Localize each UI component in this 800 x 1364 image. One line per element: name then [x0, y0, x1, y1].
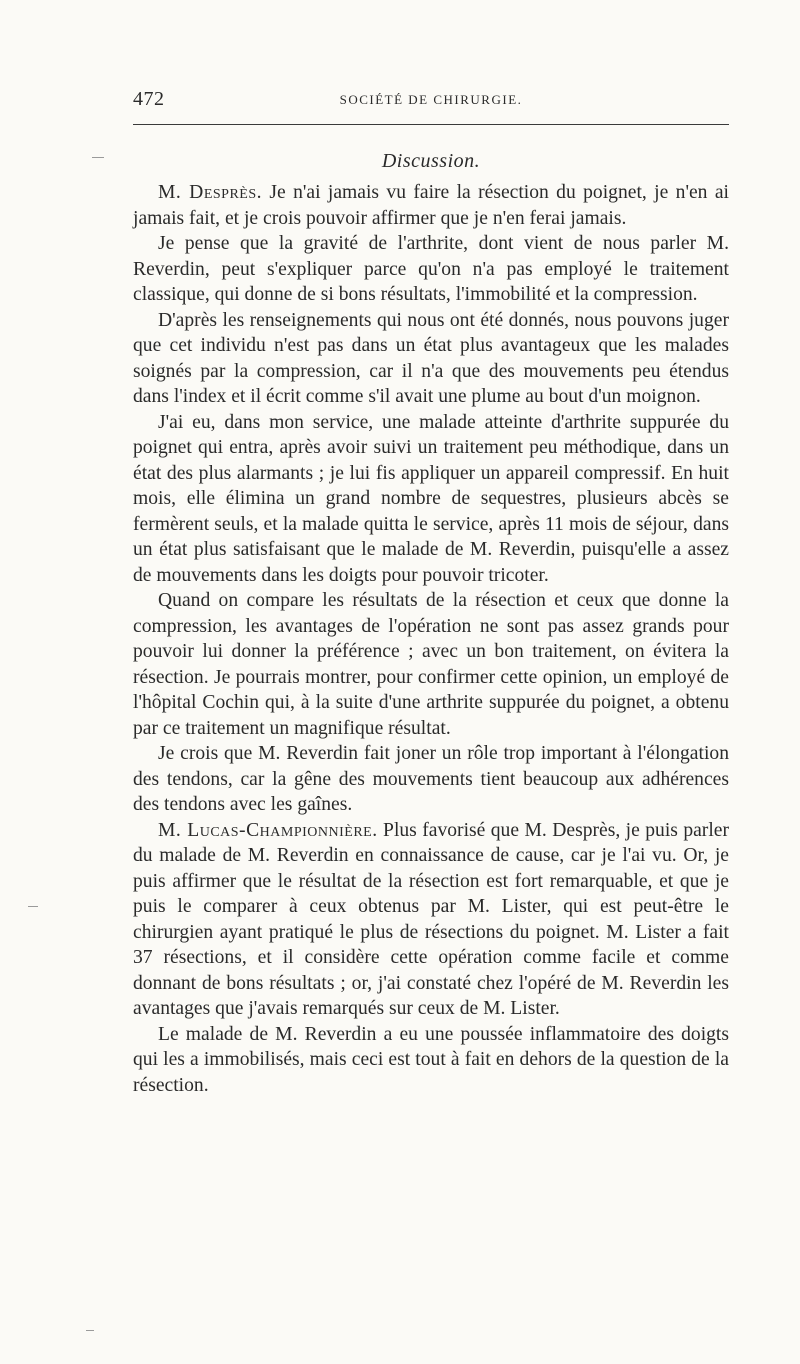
page-number: 472 [133, 88, 165, 110]
header-rule [133, 124, 729, 125]
speaker-name: M. Lucas-Championnière. [158, 819, 378, 841]
paragraph [133, 308, 729, 410]
margin-mark [92, 157, 104, 158]
paragraph [133, 588, 729, 741]
paragraph [133, 741, 729, 818]
paragraph-text: Quand on compare les résultats de la résection et ceux que donne la compression, les avantages de l'opération ne sont pas assez grands pour pouvoir lui donner la préférence ; avec un bon traitement, on évitera la résection. Je pourrais montrer, pour confirmer cette opinion, un employé de l'hôpital Cochin qui, à la suite d'une arthrite suppurée du poignet, a obtenu par ce traitement un magnifique résultat. [133, 590, 729, 739]
paragraph-text: Je crois que M. Reverdin fait joner un rôle trop important à l'élongation des tendons, car la gêne des mouvements tient beaucoup aux adhérences des tendons avec les gaînes. [133, 743, 729, 815]
paragraph [133, 180, 729, 231]
paragraph-text: J'ai eu, dans mon service, une malade atteinte d'arthrite suppurée du poignet qui entra, après avoir suivi un traitement peu méthodique, dans un état des plus alarmants ; je lui fis appliquer un appareil compressif. En huit mois, elle élimina un grand nombre de sequestres, plusieurs abcès se fermèrent seuls, et la malade quitta le service, après 11 mois de séjour, dans un état plus satisfaisant que le malade de M. Reverdin, puisqu'elle a assez de mouvements dans les doigts pour pouvoir tricoter. [133, 411, 729, 586]
paragraph-text: Je n'ai jamais vu faire la résection du poignet, je n'en ai jamais fait, et je crois pouvoir affirmer que je n'en ferai jamais. [133, 182, 729, 229]
section-title: Discussion. [381, 150, 481, 172]
paragraph-text: Plus favorisé que M. Desprès, je puis parler du malade de M. Reverdin en connaissance de cause, car je l'ai vu. Or, je puis affirmer que le résultat de la résection est fort remarquable, et que je puis le comparer à ceux obtenus par M. Lister, qui est peut-être le chirurgien ayant pratiqué le plus de résections du poignet. M. Lister a fait 37 résections, et il considère cette opération comme facile et comme donnant de bons résultats ; or, j'ai constaté chez l'opéré de M. Reverdin les avantages que j'avais remarqués sur ceux de M. Lister. [133, 819, 729, 1019]
running-title: SOCIÉTÉ DE CHIRURGIE. [339, 92, 523, 107]
paragraph-text: Le malade de M. Reverdin a eu une poussée inflammatoire des doigts qui les a immobilisés, mais ceci est tout à fait en dehors de la question de la résection. [133, 1023, 729, 1096]
paragraph-text: Je pense que la gravité de l'arthrite, dont vient de nous parler M. Reverdin, peut s'expliquer parce qu'on n'a pas employé le traitement classique, qui donne de si bons résultats, l'immobilité et la compression. [133, 233, 729, 305]
body-text [133, 180, 729, 1098]
speaker-name: M. Desprès. [158, 182, 263, 203]
margin-mark [86, 1330, 94, 1331]
paragraph [133, 410, 729, 589]
paragraph [133, 818, 729, 1022]
paragraph [133, 1022, 729, 1099]
paragraph-text: D'après les renseignements qui nous ont été donnés, nous pouvons juger que cet individu n'est pas dans un état plus avantageux que les malades soignés par la compression, car il n'a que des mouvements peu étendus dans l'index et il écrit comme s'il avait une plume au bout d'un moignon. [133, 309, 729, 407]
paragraph [133, 231, 729, 308]
margin-mark [28, 906, 38, 907]
page-header [133, 88, 729, 116]
